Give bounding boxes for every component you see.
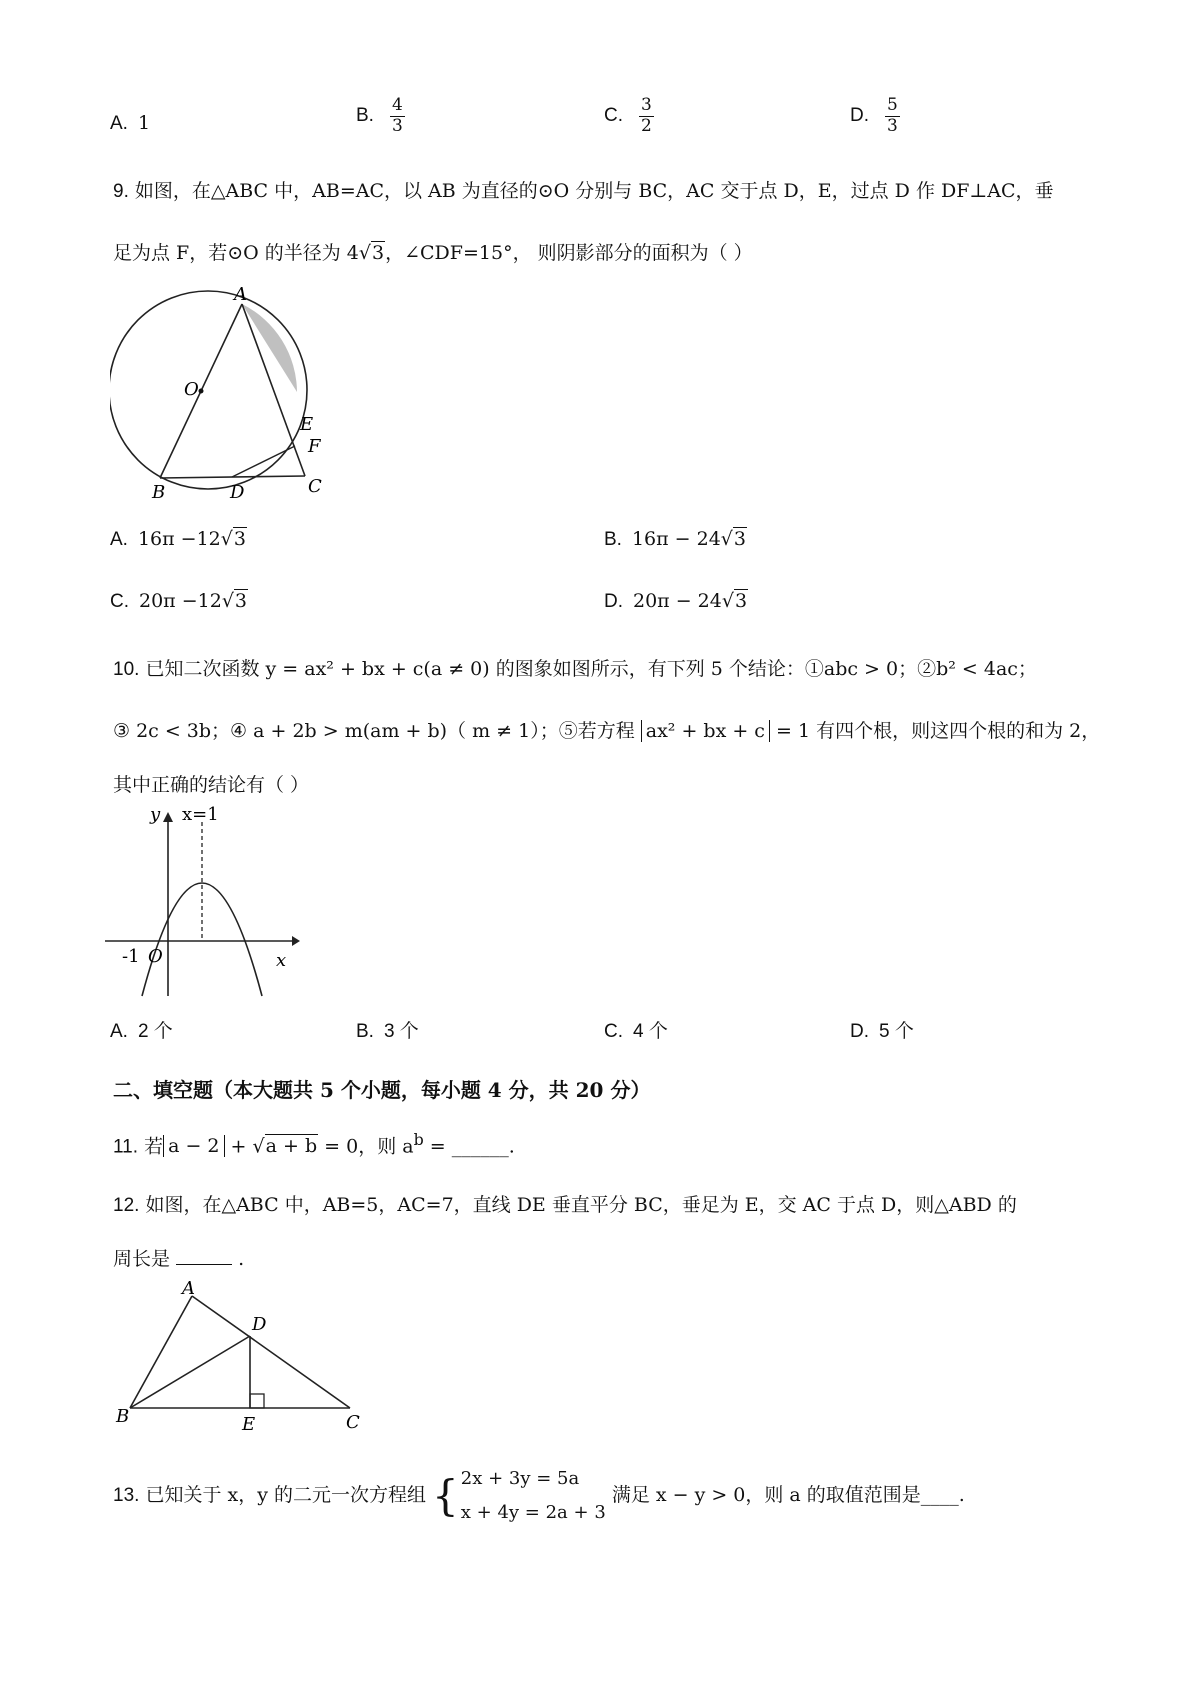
q8-option-c[interactable] <box>604 96 654 136</box>
q9-option-d[interactable] <box>604 590 748 613</box>
question-text: 已知关于 x，y 的二元一次方程组 <box>145 1484 426 1506</box>
fraction <box>885 96 900 136</box>
question-text: 满足 x − y > 0，则 a 的取值范围是____. <box>611 1484 965 1506</box>
option-value: 1 <box>137 112 151 134</box>
label-e: E <box>300 414 314 435</box>
sqrt-sign: √ <box>721 590 734 612</box>
radicand: 3 <box>372 242 385 264</box>
option-value: 4 个 <box>633 1021 668 1042</box>
option-label: A. <box>110 529 128 550</box>
label-c: C <box>308 476 322 497</box>
label-origin: O <box>148 946 163 967</box>
denominator: 3 <box>887 115 898 136</box>
label-c: C <box>346 1412 360 1433</box>
label-d: D <box>252 1314 267 1335</box>
q9-option-a[interactable] <box>110 528 247 551</box>
q9-line1 <box>113 176 1054 203</box>
question-text: ，∠CDF=15°， 则阴影部分的面积为（ ） <box>385 242 753 264</box>
question-number: 9. <box>113 181 129 202</box>
fraction <box>390 96 405 136</box>
label-d: D <box>230 482 245 503</box>
sqrt-sign: √ <box>358 242 371 264</box>
label-b: B <box>152 482 166 503</box>
label-f: F <box>308 436 321 457</box>
question-text: 如图，在△ABC 中，AB=AC，以 AB 为直径的⊙O 分别与 BC，AC 交于点 D，E，过点 D 作 DF⊥AC，垂 <box>134 180 1054 202</box>
q12-figure <box>110 1278 370 1438</box>
option-label: A. <box>110 113 128 134</box>
q12-line2 <box>113 1244 244 1271</box>
segment-bd <box>130 1336 250 1408</box>
sqrt-sign: √ <box>720 528 733 550</box>
question-text: 足为点 F，若⊙O 的半径为 4 <box>113 242 359 264</box>
q8-option-d[interactable] <box>850 96 900 136</box>
question-number: 12. <box>113 1195 140 1216</box>
option-label: C. <box>110 591 129 612</box>
q10-line3 <box>113 770 309 797</box>
radicand: a + b <box>265 1135 318 1158</box>
label-x: x <box>276 950 287 971</box>
option-label: B. <box>604 529 622 550</box>
question-text: 已知二次函数 y = ax² + bx + c(a ≠ 0) 的图象如图所示，有下列 5 个结论：①abc > 0；②b² < 4ac； <box>145 658 1037 680</box>
absolute-value: ax² + bx + c <box>641 720 770 742</box>
option-value: 2 个 <box>137 1021 173 1042</box>
radicand: 3 <box>734 590 748 612</box>
question-text: 若 <box>144 1135 164 1158</box>
label-e: E <box>242 1414 256 1435</box>
question-text: . <box>238 1248 245 1270</box>
label-b: B <box>116 1406 130 1427</box>
q10-option-a[interactable] <box>110 1016 173 1043</box>
answer-blank[interactable] <box>176 1248 232 1265</box>
numerator: 4 <box>392 95 403 115</box>
fraction <box>639 96 654 136</box>
label-y: y <box>150 804 161 825</box>
question-number: 10. <box>113 659 140 680</box>
y-axis-arrow <box>163 812 173 822</box>
equation-system <box>461 1462 606 1530</box>
label-minus1: -1 <box>122 946 140 967</box>
question-text: = 0，则 a <box>324 1135 414 1158</box>
label-a: A <box>234 284 247 305</box>
q9-option-b[interactable] <box>604 528 747 551</box>
denominator: 3 <box>392 115 403 136</box>
exponent: b <box>413 1130 424 1149</box>
question-number: 13. <box>113 1485 140 1506</box>
circle-o <box>110 291 307 489</box>
q11-line <box>113 1130 515 1158</box>
numerator: 5 <box>887 95 898 115</box>
q10-option-b[interactable] <box>356 1016 419 1043</box>
sqrt-sign: √ <box>221 590 234 612</box>
denominator: 2 <box>641 115 652 136</box>
radicand: 3 <box>733 528 746 550</box>
option-value: 3 个 <box>383 1021 419 1042</box>
segment-ab <box>130 1296 192 1408</box>
radicand: 3 <box>233 528 246 550</box>
center-point <box>199 389 204 394</box>
label-a: A <box>182 1278 195 1299</box>
option-label: C. <box>604 105 623 127</box>
option-label: A. <box>110 1021 128 1042</box>
absolute-value: a − 2 <box>163 1135 224 1157</box>
label-axis: x=1 <box>182 804 219 825</box>
option-value: 20π −12 <box>139 590 222 612</box>
label-o: O <box>184 379 199 400</box>
q9-line2 <box>113 238 753 265</box>
option-label: C. <box>604 1021 623 1042</box>
right-angle-mark <box>250 1394 264 1408</box>
answer-blank: = ______. <box>423 1135 515 1158</box>
sqrt-sign: √ <box>220 528 233 550</box>
numerator: 3 <box>641 95 652 115</box>
option-value: 20π − 24 <box>633 590 722 612</box>
q13-line <box>113 1462 965 1530</box>
system-brace: { <box>432 1471 459 1520</box>
q10-line1 <box>113 654 1037 681</box>
q10-figure <box>100 800 300 1000</box>
option-value: 16π −12 <box>137 528 221 550</box>
equation-1: 2x + 3y = 5a <box>460 1468 580 1489</box>
option-value: 5 个 <box>879 1021 914 1042</box>
question-number: 11. <box>113 1136 139 1158</box>
option-label: D. <box>850 1021 869 1042</box>
q8-option-b[interactable] <box>356 96 405 136</box>
question-text: 其中正确的结论有（ ） <box>113 774 310 796</box>
q9-figure <box>110 280 350 510</box>
section-heading: 二、填空题（本大题共 5 个小题，每小题 4 分，共 20 分） <box>113 1078 651 1102</box>
q10-line2 <box>113 716 1100 743</box>
question-text: 如图，在△ABC 中，AB=5，AC=7，直线 DE 垂直平分 BC，垂足为 E，交 AC 于点 D，则△ABD 的 <box>145 1194 1017 1216</box>
sqrt-sign: √ <box>252 1135 265 1158</box>
option-label: D. <box>850 105 869 127</box>
question-text: 周长是 <box>113 1248 171 1270</box>
segment-ac <box>192 1296 350 1408</box>
plus-sign: + <box>230 1135 247 1158</box>
q10-option-c[interactable] <box>604 1016 668 1043</box>
q8-option-a[interactable] <box>110 112 150 135</box>
option-label: D. <box>604 591 623 612</box>
question-text: = 1 有四个根，则这四个根的和为 2， <box>775 720 1101 742</box>
equation-2: x + 4y = 2a + 3 <box>460 1502 606 1523</box>
radicand: 3 <box>234 590 248 612</box>
question-text: ③ 2c < 3b；④ a + 2b > m(am + b)（ m ≠ 1）；⑤若方程 <box>113 720 635 742</box>
q12-line1 <box>113 1190 1017 1217</box>
q10-option-d[interactable] <box>850 1016 914 1043</box>
option-value: 16π − 24 <box>631 528 721 550</box>
q9-option-c[interactable] <box>110 590 248 613</box>
x-axis-arrow <box>292 936 300 946</box>
option-label: B. <box>356 105 374 127</box>
option-label: B. <box>356 1021 374 1042</box>
